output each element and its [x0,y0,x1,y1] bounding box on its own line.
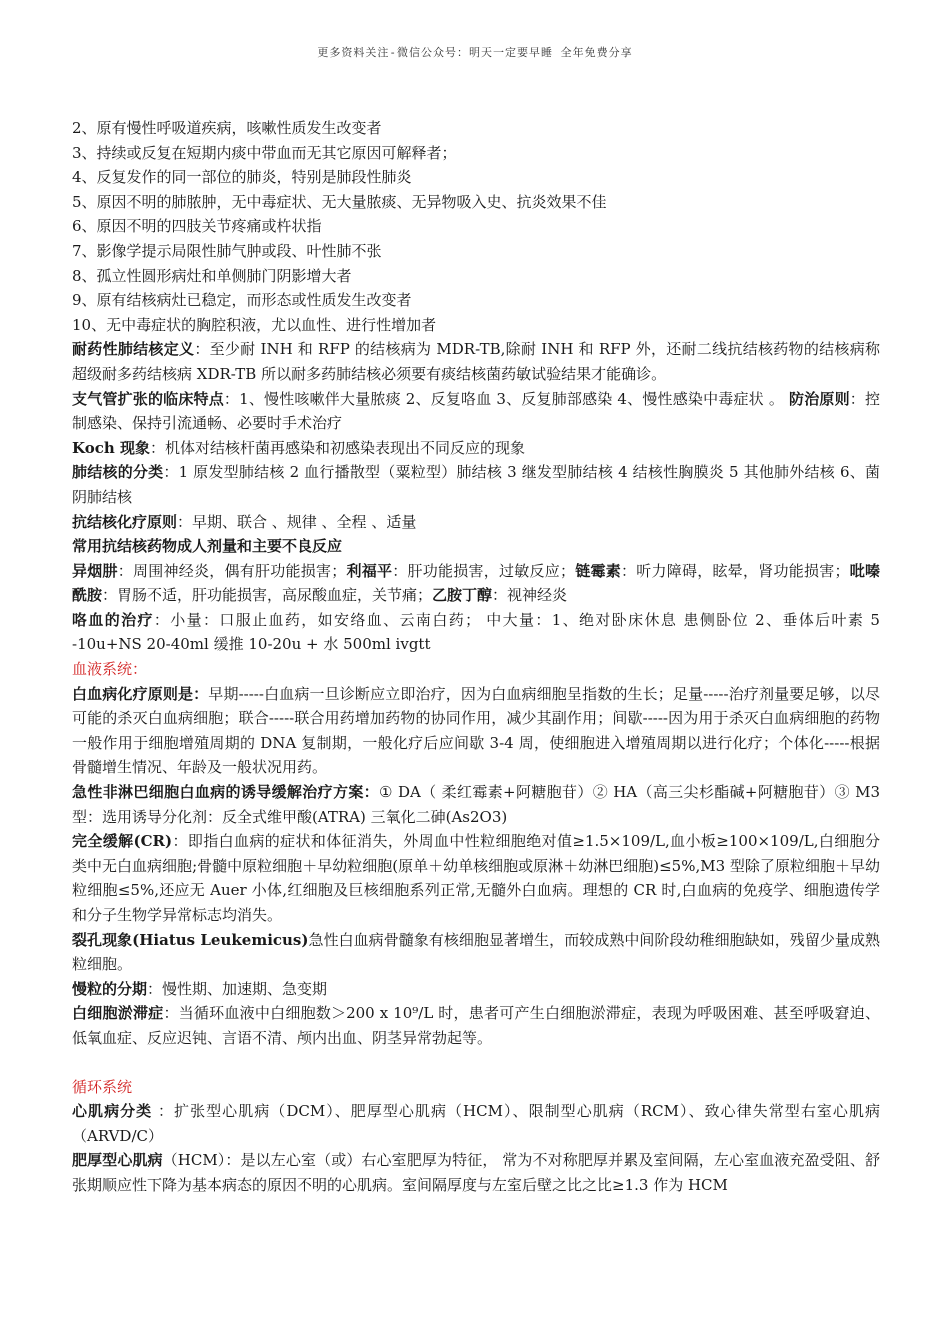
drug-name: 乙胺丁醇 [432,586,493,605]
list-item: 4、反复发作的同一部位的肺炎，特别是肺段性肺炎 [72,168,412,187]
drug-name: 利福平 [346,561,393,580]
term: 肥厚型心肌病 [72,1151,163,1170]
list-item: 8、孤立性圆形病灶和单侧肺门阴影增大者 [72,266,352,285]
list-item: 9、原有结核病灶已稳定，而形态或性质发生改变者 [72,291,412,310]
drug-name: 异烟肼 [72,561,118,580]
term: 慢粒的分期 [72,979,148,998]
koch-phenomenon [72,436,880,461]
list-item: 2、原有慢性呼吸道疾病，咳嗽性质发生改变者 [72,119,382,137]
term: 防治原则 [789,389,850,408]
drug-effect: ：肝功能损害，过敏反应； [392,561,575,580]
hiatus-leukemicus [72,928,880,977]
section-heading-blood: 血液系统： [72,660,148,679]
term: 完全缓解(CR) [72,832,173,851]
term: 白细胞淤滞症 [72,1004,164,1023]
definition-text: ：小量：口服止血药，如安络血、云南白药； 中大量：1、绝对卧床休息 患侧卧位 2、垂体后叶素 5 -10u+NS 20-40ml 缓推 10-20u + 水 500ml ivgtt [72,610,880,654]
hemoptysis-treatment [72,608,880,657]
drug-effect: ：周围神经炎，偶有肝功能损害； [117,561,347,580]
leukemia-chemo-principles [72,682,880,780]
term: Koch 现象 [72,438,150,457]
definition-text: ：1 原发型肺结核 2 血行播散型（粟粒型）肺结核 3 继发型肺结核 4 结核性胸膜炎 5 其他肺外结核 6、菌阴肺结核 [72,463,880,506]
drug-effect: ：胃肠不适，肝功能损害，高尿酸血症，关节痛； [102,586,433,605]
document-body [72,116,880,1198]
term: 抗结核化疗原则 [72,512,178,531]
term: 裂孔现象(Hiatus Leukemicus) [72,930,309,949]
term: 急性非淋巴细胞白血病的诱导缓解治疗方案： [72,783,380,802]
drugs-heading: 常用抗结核药物成人剂量和主要不良反应 [72,537,343,556]
definition-text: ：扩张型心肌病（DCM）、肥厚型心肌病（HCM）、限制型心肌病（RCM）、致心律失常型右室心肌病（ARVD/C） [72,1102,880,1145]
definition-text: 急性白血病骨髓象有核细胞显著增生，而较成熟中间阶段幼稚细胞缺如，残留少量成熟粒细胞。 [72,930,880,974]
definition-text: ：至少耐 INH 和 RFP 的结核病为 MDR-TB,除耐 INH 和 RFP 外，还耐二线抗结核药物的结核病称超级耐多药结核病 XDR-TB 所以耐多药肺结核必须要有痰结核菌药敏试验结果才能确诊。 [72,340,880,383]
definition-text: ：早期、联合 、规律 、全程 、适量 [177,512,417,531]
definition-text: （HCM）：是以左心室（或）右心室肥厚为特征， 常为不对称肥厚并累及室间隔，左心室血液充盈受阻、舒张期顺应性下降为基本病态的原因不明的心肌病。室间隔厚度与左室后壁之比之比≥1.3 作为 HCM [72,1151,880,1194]
mdr-tb-definition [72,337,880,386]
list-item: 3、持续或反复在短期内痰中带血而无其它原因可解释者； [72,143,457,162]
drug-effect: ：听力障碍，眩晕，肾功能损害； [620,561,850,580]
list-item: 7、影像学提示局限性肺气肿或段、叶性肺不张 [72,241,382,260]
definition-text: ：当循环血液中白细胞数＞200 x 10⁹/L 时，患者可产生白细胞淤滞症，表现为呼吸困难、甚至呼吸窘迫、低氧血症、反应迟钝、言语不清、颅内出血、阴茎异常勃起等。 [72,1004,880,1047]
drug-name: 链霉素 [574,561,621,580]
cml-phases [72,977,880,1002]
spacer [72,1051,880,1075]
term: 肺结核的分类 [72,463,164,482]
definition-text: ① DA（ 柔红霉素+阿糖胞苷）② HA（高三尖杉酯碱+阿糖胞苷）③ M3 型：选用诱导分化剂：反全式维甲酸(ATRA) 三氧化二砷(As2O3) [72,783,880,826]
term: 耐药性肺结核定义 [72,340,195,359]
drug-name: 吡嗪酰胺 [72,561,880,605]
list-item: 5、原因不明的肺脓肿，无中毒症状、无大量脓痰、无异物吸入史、抗炎效果不佳 [72,192,607,211]
drug-effect: ：视神经炎 [492,586,568,605]
aml-induction [72,780,880,829]
list-item: 6、原因不明的四肢关节疼痛或杵状指 [72,217,322,236]
definition-text: 早期-----白血病一旦诊断应立即治疗，因为白血病细胞呈指数的生长；足量-----治疗剂量要足够，以尽可能的杀灭白血病细胞；联合-----联合用药增加药物的协同作用，减少其副作用；间歇-----因为用于杀灭白血病细胞的药物一般作用于细胞增殖周期的 DNA 复制期，一般化疗后应间歇 3-4 周，使细胞进入增殖周期以进行化疗；个体化-----根据骨髓增生情况、年龄及一般状况用药。 [72,684,880,777]
complete-remission [72,829,880,927]
hcm-definition [72,1148,880,1197]
cardiomyopathy-classification [72,1099,880,1148]
section-heading-circulatory: 循环系统 [72,1077,133,1096]
definition-text: ：控制感染、保持引流通畅、必要时手术治疗 [72,389,880,433]
definition-text: ：1、慢性咳嗽伴大量脓痰 2、反复咯血 3、反复肺部感染 4、慢性感染中毒症状 。 [223,389,789,408]
term: 白血病化疗原则是： [72,684,209,703]
page-header: 更多资料关注-微信公众号：明天一定要早睡 全年免费分享 [317,46,633,59]
definition-text: ：机体对结核杆菌再感染和初感染表现出不同反应的现象 [149,438,525,457]
drug-side-effects [72,559,880,608]
term: 支气管扩张的临床特点 [72,389,224,408]
definition-text: ：慢性期、加速期、急变期 [147,979,328,998]
term: 咯血的治疗 [72,610,154,629]
tb-classification [72,460,880,509]
list-item: 10、无中毒症状的胸腔积液，尤以血性、进行性增加者 [72,315,437,334]
leukostasis [72,1001,880,1050]
term: 心肌病分类 [72,1102,153,1121]
tb-chemo-principles [72,510,880,535]
bronchiectasis-paragraph [72,387,880,436]
definition-text: ：即指白血病的症状和体征消失，外周血中性粒细胞绝对值≥1.5×109/L,血小板≥100×109/L,白细胞分类中无白血病细胞;骨髓中原粒细胞＋早幼粒细胞(原单＋幼单核细胞或原淋＋幼淋巴细胞)≤5%,M3 型除了原粒细胞＋早幼粒细胞≤5%,还应无 Auer 小体,红细胞及巨核细胞系列正常,无髓外白血病。理想的 CR 时,白血病的免疫学、细胞遗传学和分子生物学异常标志均消失。 [72,832,880,924]
